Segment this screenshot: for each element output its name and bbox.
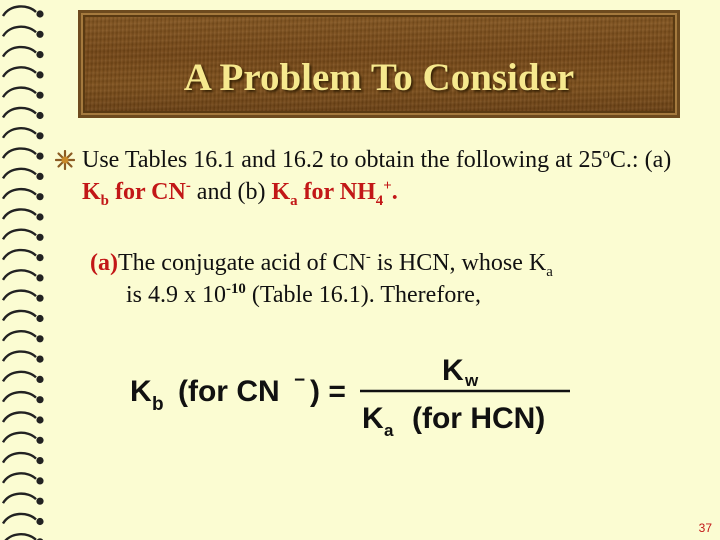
- spiral-hole: [36, 213, 43, 220]
- title-board: [78, 10, 680, 118]
- formula-den-for: (for HCN): [412, 402, 546, 435]
- bullet-c: C.: (a): [609, 147, 672, 173]
- spiral-ring: [3, 453, 36, 463]
- bullet-text: [82, 144, 682, 208]
- spiral-hole: [36, 437, 43, 444]
- answer-text-4: (Table 16.1). Therefore,: [245, 282, 481, 308]
- answer-label: (a): [90, 250, 118, 276]
- formula-den-k: K: [362, 402, 384, 435]
- kb-term: $K_b$ for CN-: [82, 178, 191, 209]
- spiral-hole: [36, 315, 43, 322]
- formula-lhs-close: ) =: [310, 375, 346, 408]
- spiral-hole: [36, 234, 43, 241]
- spiral-hole: [36, 518, 43, 525]
- answer-ka-sub: a: [546, 263, 553, 280]
- spiral-ring: [3, 473, 36, 483]
- spiral-ring: [3, 27, 36, 37]
- ka-term: $K_a$ for $NH_4^+$.: [271, 178, 398, 209]
- spiral-hole: [36, 416, 43, 423]
- spiral-ring: [3, 494, 36, 504]
- answer-text-2: is HCN, whose K: [370, 250, 547, 276]
- spiral-ring: [3, 433, 36, 443]
- spiral-ring: [3, 311, 36, 321]
- spiral-ring: [3, 331, 36, 341]
- spiral-ring: [3, 108, 36, 118]
- spiral-hole: [36, 274, 43, 281]
- formula-lhs-k: K: [130, 375, 152, 408]
- spiral-ring: [3, 169, 36, 179]
- formula-num-k: K: [442, 354, 464, 387]
- spiral-ring: [3, 514, 36, 524]
- spiral-ring: [3, 6, 36, 16]
- spiral-hole: [36, 153, 43, 160]
- spiral-hole: [36, 295, 43, 302]
- answer-exponent: -10: [226, 281, 246, 297]
- slide-title: A Problem To Consider: [183, 56, 575, 99]
- spiral-hole: [36, 498, 43, 505]
- formula-num-sub: w: [465, 371, 479, 390]
- spiral-ring: [3, 412, 36, 422]
- bullet-prefix: Use Tables 16.1 and 16.2 to obtain the following at 25: [82, 147, 603, 173]
- spiral-ring: [3, 392, 36, 402]
- spiral-hole: [36, 396, 43, 403]
- spiral-ring: [3, 67, 36, 77]
- spiral-hole: [36, 356, 43, 363]
- formula-lhs-for: (for CN: [178, 375, 280, 408]
- spiral-hole: [36, 457, 43, 464]
- spiral-hole: [36, 71, 43, 78]
- spiral-binding: [0, 0, 50, 540]
- star-bullet-icon: [55, 150, 75, 170]
- spiral-hole: [36, 92, 43, 99]
- spiral-ring: [3, 189, 36, 199]
- spiral-hole: [36, 254, 43, 261]
- answer-text-3: is 4.9 x 10: [126, 282, 227, 308]
- formula-lhs-sub: b: [152, 394, 164, 415]
- formula-lhs-sup: −: [294, 370, 306, 391]
- answer-text-1: The conjugate acid of CN: [117, 250, 366, 276]
- spiral-ring: [3, 47, 36, 57]
- answer-cn-sup: -: [365, 249, 371, 265]
- spiral-ring: [3, 230, 36, 240]
- spiral-hole: [36, 51, 43, 58]
- spiral-ring: [3, 352, 36, 362]
- spiral-hole: [36, 112, 43, 119]
- spiral-ring: [3, 270, 36, 280]
- spiral-ring: [3, 209, 36, 219]
- degree-sup: o: [602, 146, 610, 162]
- spiral-ring: [3, 149, 36, 159]
- spiral-hole: [36, 477, 43, 484]
- spiral-ring: [3, 128, 36, 138]
- answer-block: [90, 247, 690, 311]
- page-number: 37: [698, 521, 712, 535]
- spiral-hole: [36, 31, 43, 38]
- spiral-hole: [36, 335, 43, 342]
- spiral-ring: [3, 88, 36, 98]
- answer-line-2: [90, 279, 690, 311]
- kb-formula: [128, 348, 588, 438]
- formula-den-sub: a: [384, 421, 394, 438]
- spiral-ring: [3, 372, 36, 382]
- spiral-hole: [36, 376, 43, 383]
- spiral-hole: [36, 173, 43, 180]
- spiral-ring: [3, 291, 36, 301]
- spiral-hole: [36, 193, 43, 200]
- spiral-hole: [36, 10, 43, 17]
- bullet-and-b: and (b): [190, 179, 272, 205]
- spiral-hole: [36, 132, 43, 139]
- spiral-ring: [3, 534, 36, 540]
- spiral-ring: [3, 250, 36, 260]
